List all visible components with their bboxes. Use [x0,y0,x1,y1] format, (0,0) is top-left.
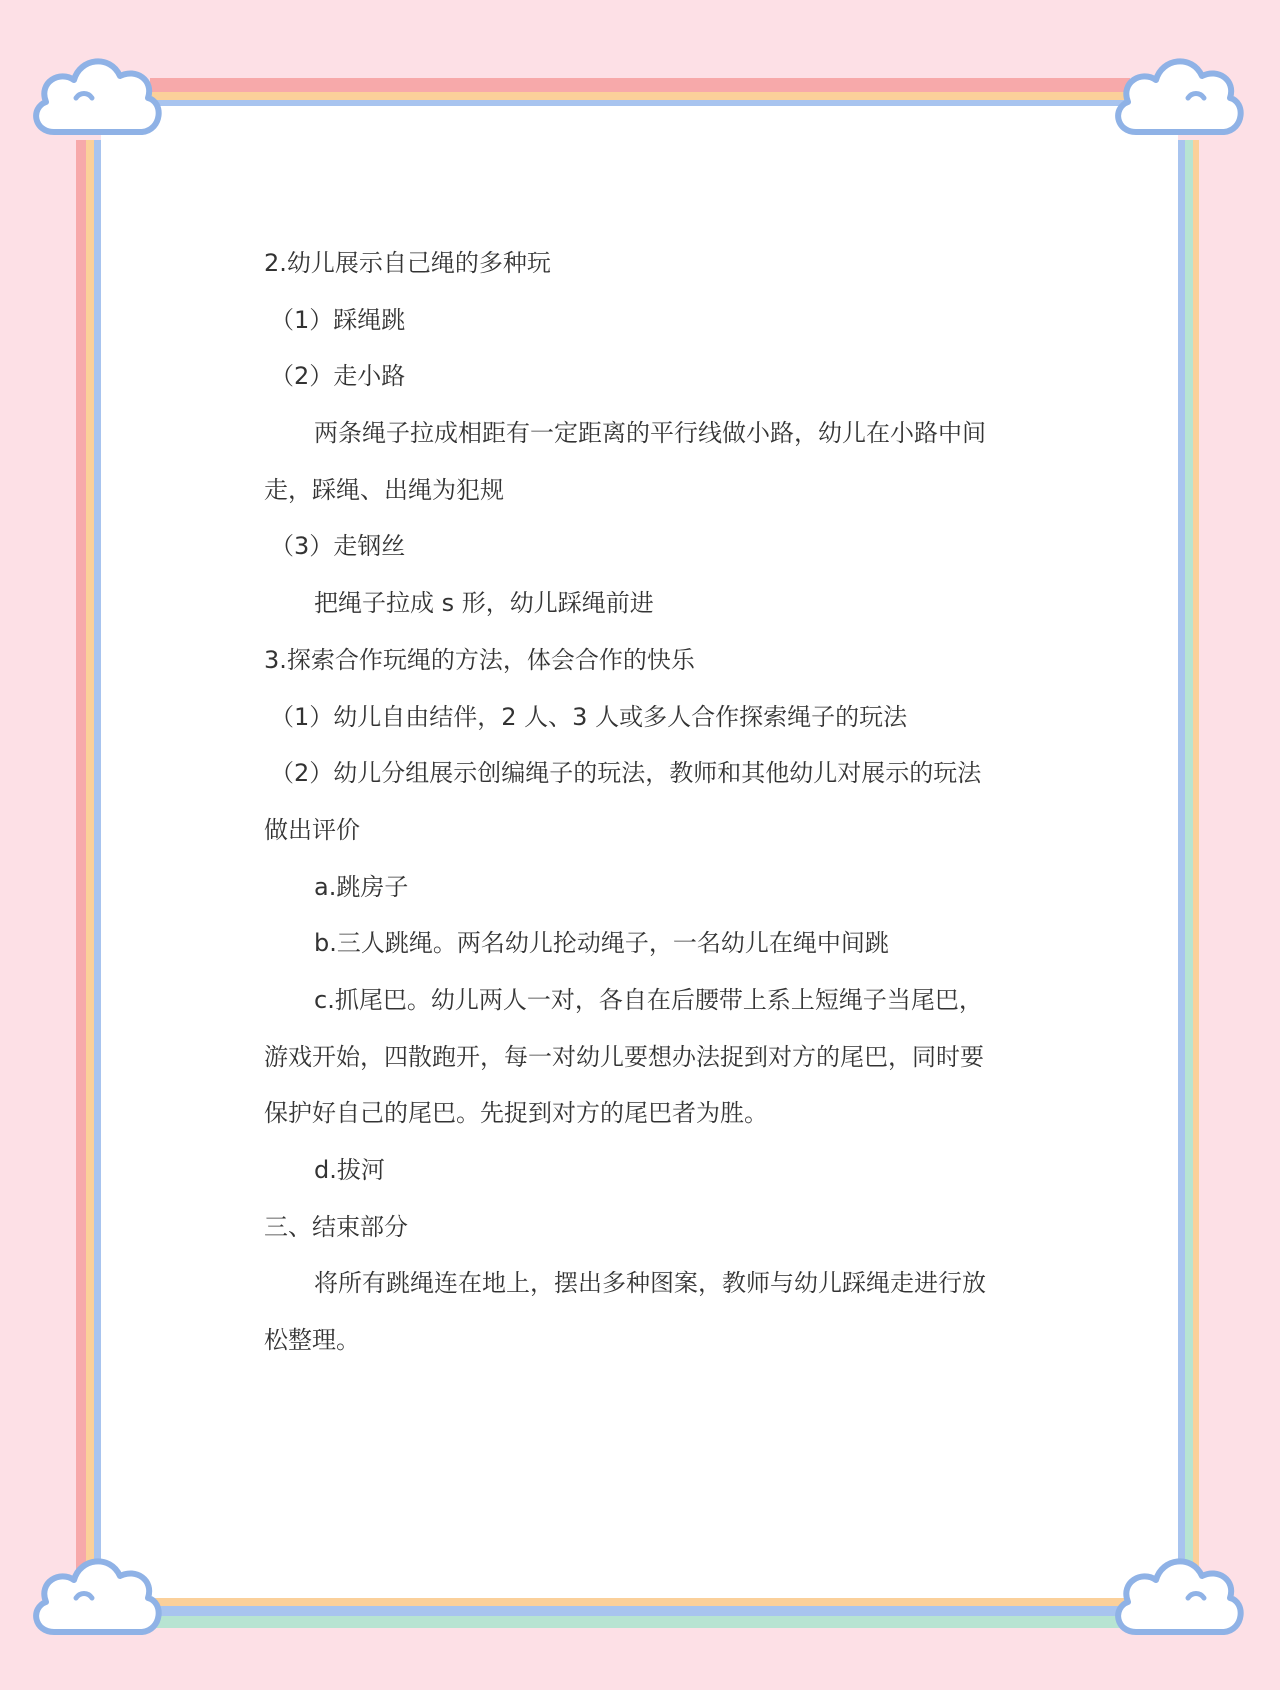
section-heading: 三、结束部分 [264,1212,408,1241]
top-border-stripe-red [150,78,1130,92]
list-item: （2）幼儿分组展示创编绳子的玩法，教师和其他幼儿对展示的玩法 [270,759,982,788]
left-border-stripe-red [76,140,86,1580]
list-item: b.三人跳绳。两名幼儿抡动绳子，一名幼儿在绳中间跳 [314,929,889,958]
paragraph-line: 游戏开始，四散跑开，每一对幼儿要想办法捉到对方的尾巴，同时要 [264,1042,984,1071]
top-border-stripe-orange [150,92,1130,100]
paragraph-line: 走，踩绳、出绳为犯规 [264,475,504,504]
paragraph-line: 两条绳子拉成相距有一定距离的平行线做小路，幼儿在小路中间 [314,419,986,448]
bottom-border-stripe-green [150,1616,1130,1628]
section-heading: 2.幼儿展示自己绳的多种玩 [264,249,551,277]
paragraph-line: 将所有跳绳连在地上，摆出多种图案，教师与幼儿踩绳走进行放 [314,1269,986,1298]
bottom-border-stripe-blue [150,1606,1130,1616]
paragraph-line: 把绳子拉成 s 形，幼儿踩绳前进 [314,589,654,618]
list-item: （1）踩绳跳 [270,305,406,334]
document-body [264,235,1024,1369]
list-item: （3）走钢丝 [270,532,406,561]
list-item: c.抓尾巴。幼儿两人一对，各自在后腰带上系上短绳子当尾巴， [314,985,983,1014]
right-border-stripe-green [1185,140,1193,1580]
right-border-stripe-orange [1193,140,1199,1580]
left-border-stripe-orange [86,140,94,1580]
left-border-stripe-blue [94,140,101,1580]
section-heading: 3.探索合作玩绳的方法，体会合作的快乐 [264,645,695,674]
paragraph-line: 做出评价 [264,815,360,844]
bottom-border-stripe-orange [150,1598,1130,1606]
cloud-icon [24,40,174,150]
list-item: a.跳房子 [314,872,409,901]
list-item: （2）走小路 [270,362,406,391]
paragraph-line: 保护好自己的尾巴。先捉到对方的尾巴者为胜。 [264,1099,768,1128]
list-item: d.拔河 [314,1156,385,1184]
cloud-icon [24,1540,174,1650]
list-item: （1）幼儿自由结伴，2 人、3 人或多人合作探索绳子的玩法 [270,702,908,731]
cloud-icon [1106,1540,1256,1650]
paragraph-line: 松整理。 [264,1326,360,1355]
right-border-stripe-blue [1178,140,1185,1580]
cloud-icon [1106,40,1256,150]
